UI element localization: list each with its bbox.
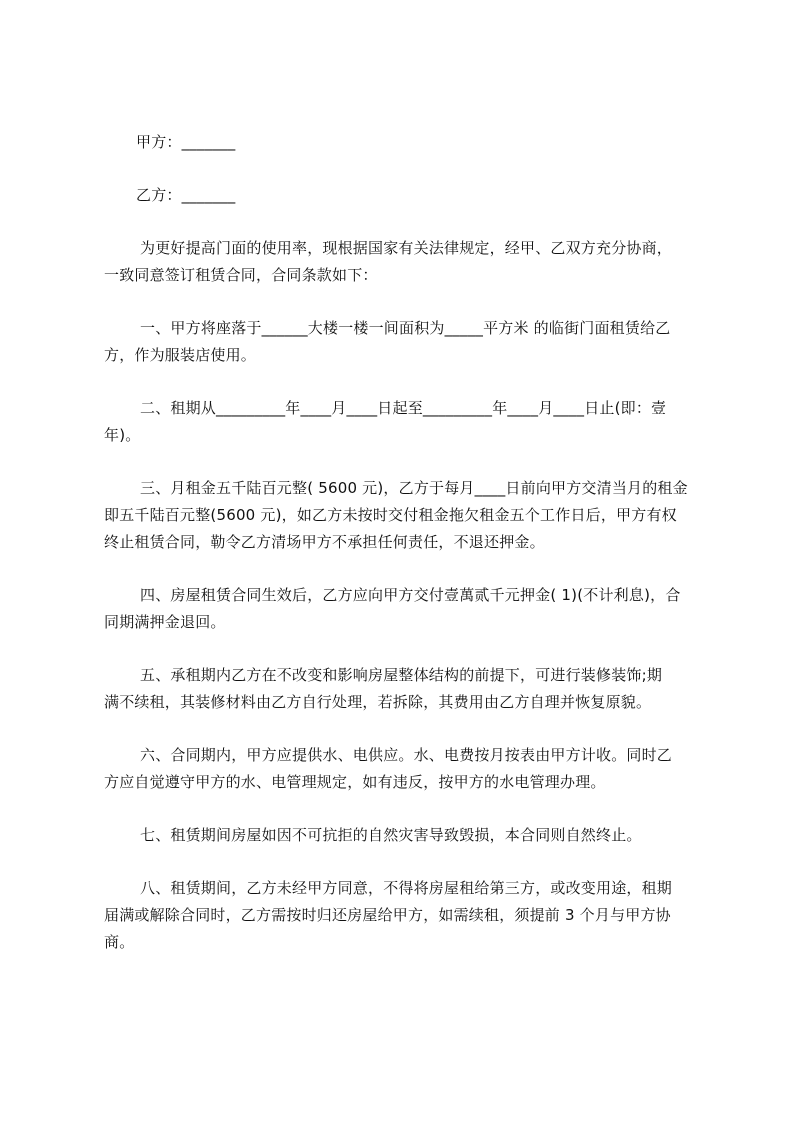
clause-8-line-2: 届满或解除合同时，乙方需按时归还房屋给甲方，如需续租，须提前 3 个月与甲方协 bbox=[104, 906, 671, 924]
clause-1-line-2: 方，作为服装店使用。 bbox=[104, 346, 257, 364]
clause-4-line-2: 同期满押金退回。 bbox=[104, 613, 226, 631]
clause-3-line-3: 终止租赁合同，勒令乙方清场甲方不承担任何责任，不退还押金。 bbox=[104, 533, 545, 551]
clause-8-line-3: 商。 bbox=[104, 933, 135, 951]
clause-3-line-2: 即五千陆百元整(5600 元)，如乙方未按时交付租金拖欠租金五个工作日后，甲方有权 bbox=[104, 506, 677, 524]
clause-3-line-1: 三、月租金五千陆百元整( 5600 元)，乙方于每月____日前向甲方交清当月的租金 bbox=[140, 479, 688, 497]
preamble-line-2: 一致同意签订租赁合同，合同条款如下： bbox=[104, 266, 378, 284]
party-a-line: 甲方：_______ bbox=[136, 133, 236, 151]
clause-4-line-1: 四、房屋租赁合同生效后，乙方应向甲方交付壹萬贰千元押金( 1)(不计利息)，合 bbox=[140, 586, 681, 604]
clause-8-line-1: 八、租赁期间，乙方未经甲方同意，不得将房屋租给第三方，或改变用途，租期 bbox=[140, 879, 673, 897]
clause-6-line-2: 方应自觉遵守甲方的水、电管理规定，如有违反，按甲方的水电管理办理。 bbox=[104, 773, 606, 791]
clause-2-line-2: 年)。 bbox=[104, 426, 141, 444]
clause-7-line-1: 七、租赁期间房屋如因不可抗拒的自然灾害导致毁损，本合同则自然终止。 bbox=[140, 826, 642, 844]
clause-5-line-1: 五、承租期内乙方在不改变和影响房屋整体结构的前提下，可进行装修装饰;期 bbox=[140, 666, 663, 684]
preamble-line-1: 为更好提高门面的使用率，现根据国家有关法律规定，经甲、乙双方充分协商， bbox=[140, 239, 673, 257]
clause-6-line-1: 六、合同期内，甲方应提供水、电供应。水、电费按月按表由甲方计收。同时乙 bbox=[140, 746, 673, 764]
clause-5-line-2: 满不续租，其装修材料由乙方自行处理，若拆除，其费用由乙方自理并恢复原貌。 bbox=[104, 693, 652, 711]
party-b-line: 乙方：_______ bbox=[136, 186, 236, 204]
clause-1-line-1: 一、甲方将座落于______大楼一楼一间面积为_____平方米 的临街门面租赁给乙 bbox=[140, 319, 671, 337]
clause-2-line-1: 二、租期从_________年____月____日起至_________年____月____日止(即：壹 bbox=[140, 399, 667, 417]
